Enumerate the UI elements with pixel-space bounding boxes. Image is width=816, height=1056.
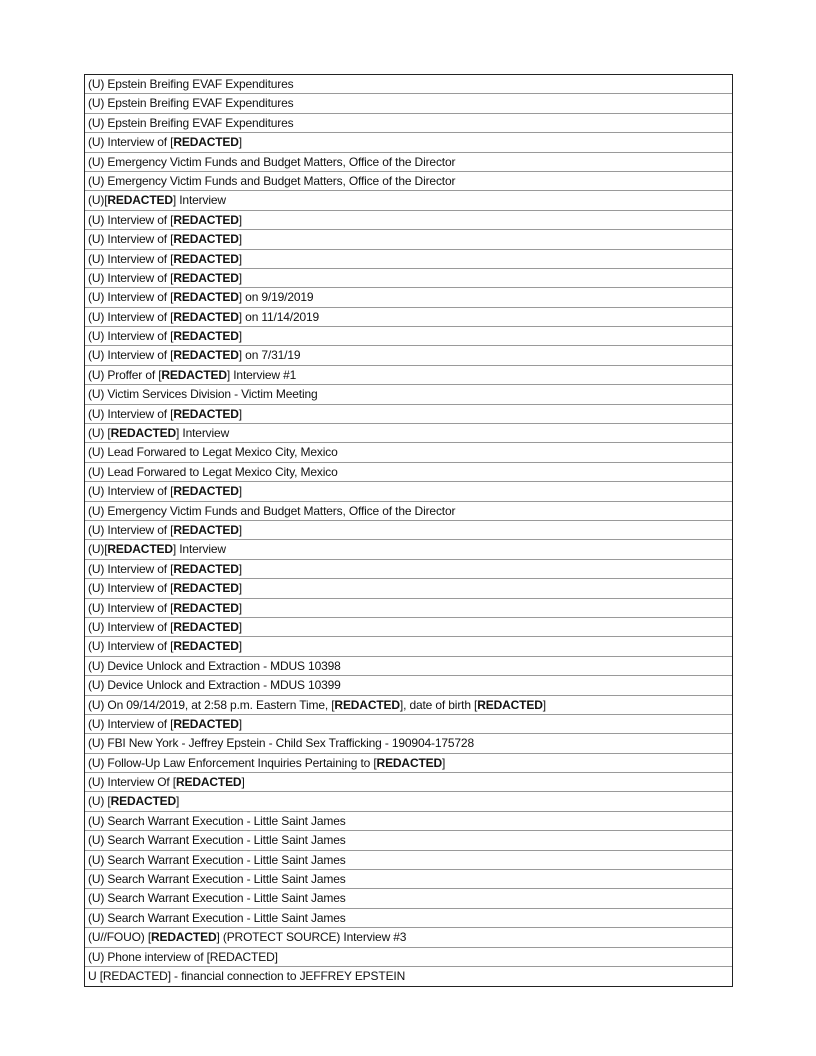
table-row [85, 443, 732, 462]
row-text: ] [238, 251, 242, 266]
table-row [85, 734, 732, 753]
row-text: ] [442, 755, 446, 770]
table-row [85, 94, 732, 113]
row-text: (U) Interview of [ [88, 135, 174, 150]
row-text: ] [542, 697, 546, 712]
row-text: ], date of birth [ [399, 697, 478, 712]
table-row [85, 754, 732, 773]
table-row [85, 831, 732, 850]
table-row [85, 308, 732, 327]
redacted-marker: REDACTED [173, 270, 239, 285]
row-text: (U) Interview of [ [88, 232, 174, 247]
row-text: ] [238, 639, 242, 654]
row-text: ] Interview [172, 193, 226, 208]
redacted-marker: REDACTED [376, 755, 443, 770]
row-text: (U) Search Warrant Execution - Little Saint James [88, 852, 346, 867]
row-text: (U) Emergency Victim Funds and Budget Matters, Office of the Director [88, 503, 456, 518]
row-text: (U) Epstein Breifing EVAF Expenditures [88, 115, 294, 130]
row-text: ] [238, 212, 242, 227]
table-row [85, 560, 732, 579]
row-text: (U) [ [88, 426, 111, 441]
row-text: (U) Search Warrant Execution - Little Saint James [88, 813, 346, 828]
redacted-marker: REDACTED [173, 581, 239, 596]
row-text: ] [238, 484, 242, 499]
table-row [85, 153, 732, 172]
redacted-marker: REDACTED [175, 775, 242, 790]
row-text: (U) Search Warrant Execution - Little Saint James [88, 872, 346, 887]
row-text: (U//FOUO) [ [88, 930, 152, 945]
table-row [85, 948, 732, 967]
table-row [85, 502, 732, 521]
table-row [85, 191, 732, 210]
table-row [85, 889, 732, 908]
redacted-marker: REDACTED [173, 619, 239, 634]
row-text: ] on 11/14/2019 [238, 309, 320, 324]
row-text: ] Interview [172, 542, 226, 557]
redacted-marker: REDACTED [173, 484, 239, 499]
row-text: ] on 9/19/2019 [238, 290, 314, 305]
redacted-marker: REDACTED [107, 193, 173, 208]
table-row [85, 424, 732, 443]
row-text: U [REDACTED] - financial connection to JEFFREY EPSTEIN [88, 968, 406, 983]
table-row [85, 288, 732, 307]
redacted-marker: REDACTED [173, 716, 239, 731]
row-text: (U) Search Warrant Execution - Little Saint James [88, 910, 346, 925]
redacted-marker: REDACTED [477, 697, 543, 712]
table-row [85, 172, 732, 191]
redacted-marker: REDACTED [334, 697, 400, 712]
table-row [85, 250, 732, 269]
row-text: (U) Interview of [ [88, 600, 174, 615]
row-text: ] [238, 406, 242, 421]
redacted-marker: REDACTED [173, 561, 239, 576]
row-text: ] [238, 619, 242, 634]
row-text: ] [238, 581, 242, 596]
row-text: (U) Emergency Victim Funds and Budget Matters, Office of the Director [88, 173, 456, 188]
table-row [85, 75, 732, 94]
row-text: ] [238, 135, 242, 150]
row-text: (U) Search Warrant Execution - Little Saint James [88, 833, 346, 848]
row-text: ] [176, 794, 180, 809]
row-text: ] (PROTECT SOURCE) Interview #3 [216, 930, 407, 945]
row-text: (U) Interview of [ [88, 581, 174, 596]
row-text: (U) Interview of [ [88, 309, 174, 324]
redacted-marker: REDACTED [173, 329, 239, 344]
table-row [85, 928, 732, 947]
table-row [85, 696, 732, 715]
table-row [85, 385, 732, 404]
table-row [85, 870, 732, 889]
row-text: (U) Interview of [ [88, 251, 174, 266]
row-text: (U) Interview Of [ [88, 775, 176, 790]
row-text: (U) Phone interview of [REDACTED] [88, 949, 278, 964]
row-text: (U) Interview of [ [88, 561, 174, 576]
row-text: ] [238, 600, 242, 615]
row-text: ] [238, 522, 242, 537]
row-text: ] [238, 716, 242, 731]
row-text: (U) Lead Forwared to Legat Mexico City, Mexico [88, 445, 338, 460]
table-row [85, 599, 732, 618]
row-text: (U) Device Unlock and Extraction - MDUS 10399 [88, 678, 341, 693]
table-row [85, 540, 732, 559]
table-row [85, 114, 732, 133]
table-row [85, 230, 732, 249]
table-row [85, 463, 732, 482]
redacted-marker: REDACTED [173, 135, 239, 150]
row-text: ] [238, 232, 242, 247]
row-text: ] Interview #1 [226, 367, 297, 382]
redacted-marker: REDACTED [173, 348, 239, 363]
document-table [84, 74, 733, 987]
row-text: ] [238, 270, 242, 285]
redacted-marker: REDACTED [151, 930, 217, 945]
redacted-marker: REDACTED [173, 251, 239, 266]
table-row [85, 637, 732, 656]
row-text: (U) On 09/14/2019, at 2:58 p.m. Eastern Time, [ [88, 697, 335, 712]
table-row [85, 405, 732, 424]
redacted-marker: REDACTED [161, 367, 227, 382]
row-text: (U) Interview of [ [88, 522, 174, 537]
row-text: (U) Interview of [ [88, 270, 174, 285]
row-text: (U) Interview of [ [88, 484, 174, 499]
redacted-marker: REDACTED [173, 406, 239, 421]
table-row [85, 327, 732, 346]
row-text: ] [241, 775, 245, 790]
row-text: (U) Interview of [ [88, 348, 174, 363]
table-row [85, 909, 732, 928]
table-row [85, 579, 732, 598]
table-row [85, 482, 732, 501]
table-row [85, 967, 732, 986]
table-row [85, 812, 732, 831]
row-text: (U) Device Unlock and Extraction - MDUS 10398 [88, 658, 341, 673]
redacted-marker: REDACTED [173, 639, 239, 654]
row-text: (U) FBI New York - Jeffrey Epstein - Child Sex Trafficking - 190904-175728 [88, 736, 474, 751]
redacted-marker: REDACTED [173, 232, 239, 247]
row-text: (U) Search Warrant Execution - Little Saint James [88, 891, 346, 906]
row-text: (U) Epstein Breifing EVAF Expenditures [88, 96, 294, 111]
row-text: (U) Follow-Up Law Enforcement Inquiries Pertaining to [ [88, 755, 377, 770]
row-text: (U)[ [88, 542, 108, 557]
redacted-marker: REDACTED [107, 542, 173, 557]
table-row [85, 269, 732, 288]
row-text: ] Interview [176, 426, 230, 441]
redacted-marker: REDACTED [173, 600, 239, 615]
row-text: (U) Emergency Victim Funds and Budget Matters, Office of the Director [88, 154, 456, 169]
row-text: ] [238, 329, 242, 344]
table-row [85, 676, 732, 695]
table-row [85, 792, 732, 811]
table-row [85, 133, 732, 152]
redacted-marker: REDACTED [110, 426, 177, 441]
redacted-marker: REDACTED [173, 309, 239, 324]
table-row [85, 618, 732, 637]
redacted-marker: REDACTED [173, 290, 239, 305]
row-text: (U) Interview of [ [88, 290, 174, 305]
row-text: (U) Interview of [ [88, 639, 174, 654]
row-text: ] on 7/31/19 [238, 348, 301, 363]
row-text: (U) Interview of [ [88, 406, 174, 421]
row-text: (U) Interview of [ [88, 212, 174, 227]
redacted-marker: REDACTED [110, 794, 177, 809]
row-text: (U) Epstein Breifing EVAF Expenditures [88, 77, 294, 91]
row-text: (U) Victim Services Division - Victim Meeting [88, 387, 318, 402]
redacted-marker: REDACTED [173, 522, 239, 537]
table-row [85, 211, 732, 230]
row-text: (U) Interview of [ [88, 716, 174, 731]
table-row [85, 851, 732, 870]
table-row [85, 366, 732, 385]
table-row [85, 715, 732, 734]
table-row [85, 346, 732, 365]
table-row [85, 657, 732, 676]
row-text: (U) Proffer of [ [88, 367, 162, 382]
row-text: (U) Interview of [ [88, 329, 174, 344]
row-text: (U)[ [88, 193, 108, 208]
row-text: (U) Lead Forwared to Legat Mexico City, Mexico [88, 464, 338, 479]
row-text: (U) Interview of [ [88, 619, 174, 634]
redacted-marker: REDACTED [173, 212, 239, 227]
table-row [85, 521, 732, 540]
table-row [85, 773, 732, 792]
row-text: (U) [ [88, 794, 111, 809]
row-text: ] [238, 561, 242, 576]
